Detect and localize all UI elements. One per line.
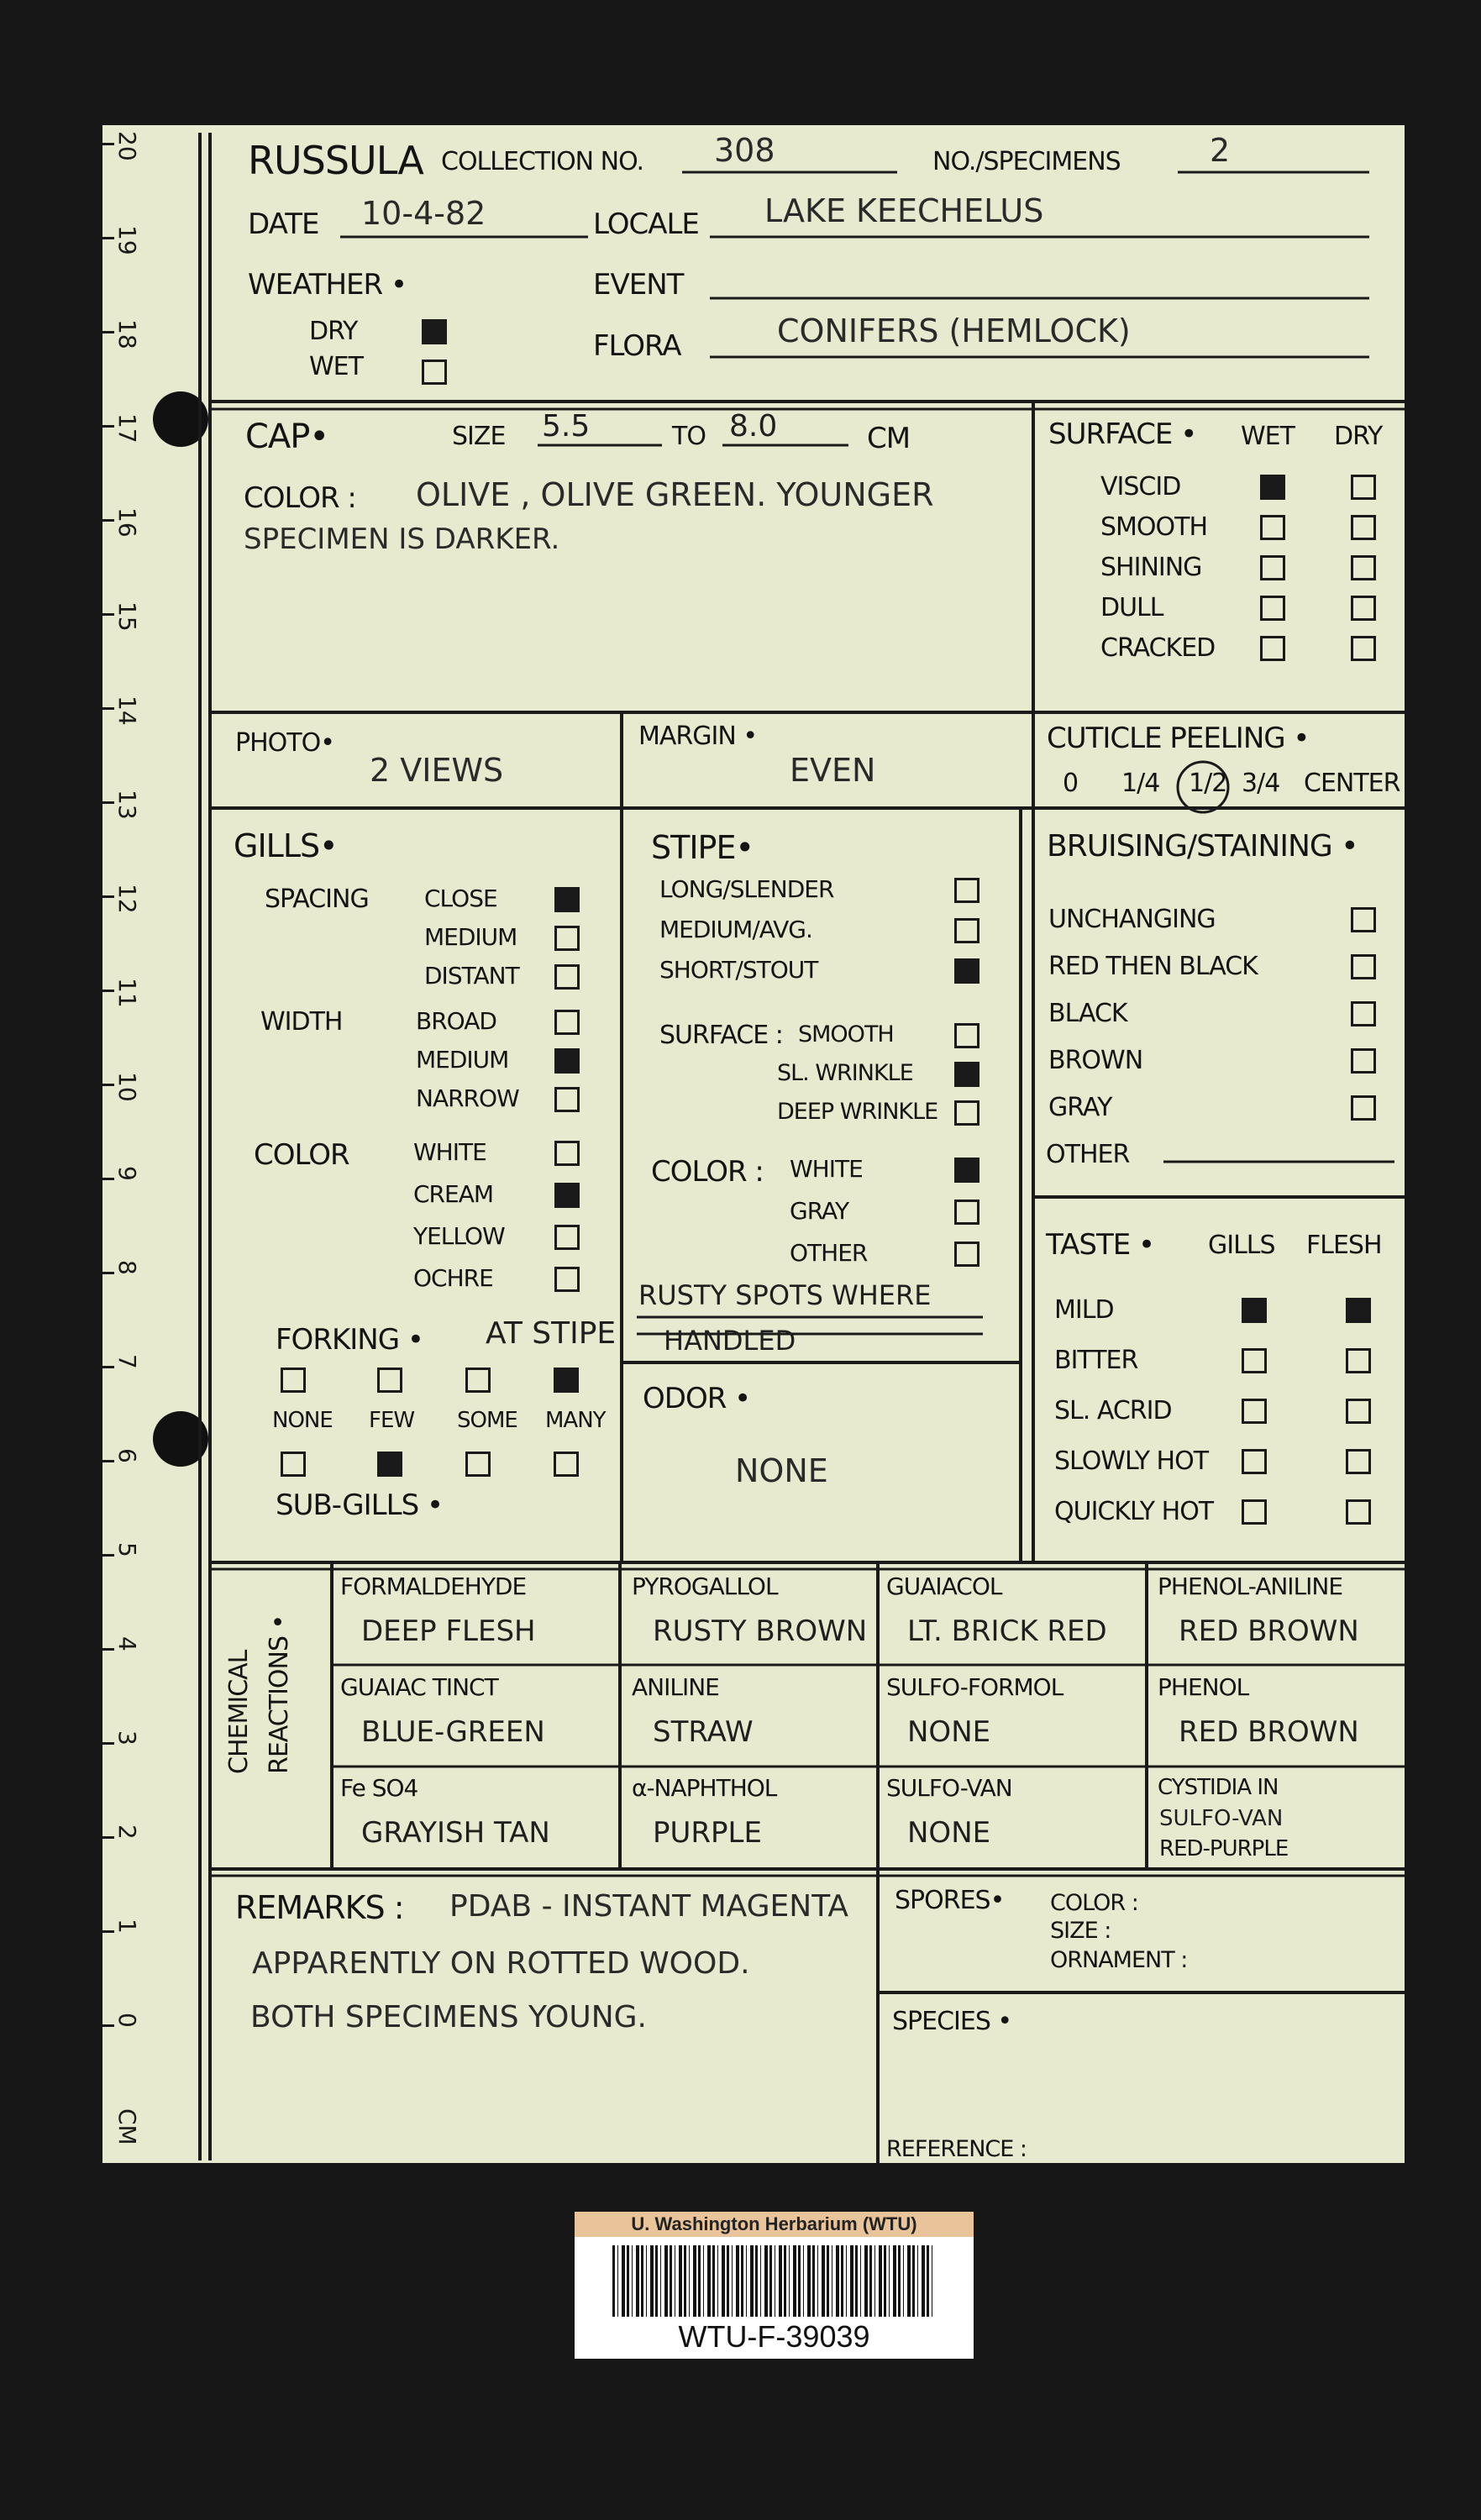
stipe-surface-checkbox[interactable] [954,1100,979,1126]
chemical-reagent: PYROGALLOL [632,1572,778,1600]
ruler-tick [102,1272,114,1274]
ruler-number: 6 [113,1448,141,1463]
gills-spacing-checkbox[interactable] [554,926,580,951]
stipe-surface-checkbox[interactable] [954,1062,979,1087]
ruler-tick [102,2024,114,2027]
spores-ornament: ORNAMENT : [1050,1947,1188,1973]
gills-width-checkbox[interactable] [554,1010,580,1035]
collection-no-value: 308 [714,132,775,169]
gills-color-option: CREAM [413,1180,494,1208]
cystidia-line3: RED-PURPLE [1159,1836,1289,1861]
ruler-tick [102,613,114,616]
stipe-surface-checkbox[interactable] [954,1023,979,1048]
collection-no-label: COLLECTION NO. [441,147,644,176]
gills-color-option: WHITE [413,1138,486,1166]
ruler-number: 20 [113,131,141,161]
forking-option: SOME [457,1408,517,1433]
cap-color-label: COLOR : [244,481,356,515]
odor-value: NONE [735,1452,828,1489]
ruler-number: 13 [113,790,141,820]
surface-row-label: VISCID [1100,472,1181,501]
spores-size: SIZE : [1050,1918,1111,1944]
chemical-result: DEEP FLESH [361,1614,536,1648]
chemical-reagent: PHENOL-ANILINE [1158,1572,1343,1600]
stipe-surface-option: SL. WRINKLE [777,1060,913,1086]
odor-label: ODOR • [643,1382,751,1415]
ruler-tick [102,1554,114,1557]
gills-spacing-option: MEDIUM [424,923,517,951]
spores-label: SPORES• [895,1886,1005,1915]
ruler-number: 1 [113,1919,141,1934]
wet-label: WET [309,352,363,381]
cap-to-label: TO [672,422,706,451]
cuticle-option: CENTER [1304,769,1400,798]
forking-option: NONE [272,1408,333,1433]
bruising-label: BRUISING/STAINING • [1047,829,1358,864]
surface-row-label: SHINING [1100,553,1202,582]
chemical-reagent: Fe SO4 [340,1774,418,1802]
ruler-tick [102,1648,114,1651]
surface-label: SURFACE • [1048,417,1197,451]
taste-flesh-checkbox[interactable] [1346,1348,1371,1373]
chemical-reagent: SULFO-FORMOL [886,1673,1063,1701]
surface-row-label: DULL [1100,593,1163,622]
surface-row-label: CRACKED [1100,633,1216,663]
subgills-checkbox[interactable] [465,1452,491,1477]
locale-label: LOCALE [593,207,699,241]
chemical-reagent: ANILINE [632,1673,719,1701]
ruler-number: 8 [113,1260,141,1275]
ruler-number: 5 [113,1542,141,1557]
stipe-surface-option: DEEP WRINKLE [777,1099,938,1125]
ruler-tick [102,1084,114,1086]
margin-label: MARGIN • [638,722,758,751]
gills-width-checkbox[interactable] [554,1087,580,1112]
stipe-color-checkbox[interactable] [954,1158,979,1183]
bruising-other-label: OTHER [1046,1140,1130,1169]
chemical-reagent: CYSTIDIA IN [1158,1775,1279,1800]
flora-label: FLORA [593,329,681,363]
forking-checkbox[interactable] [465,1368,491,1393]
chemical-result: RED BROWN [1179,1614,1359,1648]
forking-note: AT STIPE [486,1316,617,1351]
chemical-result: STRAW [653,1715,754,1749]
cuticle-option: 1/4 [1121,769,1160,798]
weather-wet-checkbox[interactable] [422,360,447,385]
locale-value: LAKE KEECHELUS [764,192,1044,229]
stipe-shape-option: MEDIUM/AVG. [659,916,812,943]
chemical-result: NONE [907,1715,991,1749]
stipe-shape-option: SHORT/STOUT [659,956,818,984]
gills-label: GILLS• [234,827,338,864]
gills-spacing-label: SPACING [265,885,369,914]
ruler-tick [102,1366,114,1368]
gills-color-checkbox[interactable] [554,1141,580,1166]
species-label: SPECIES • [892,2007,1012,2036]
surface-dry-checkbox[interactable] [1351,475,1376,500]
taste-gills-checkbox[interactable] [1242,1499,1267,1525]
ruler-number: 16 [113,507,141,538]
taste-option: MILD [1054,1295,1114,1325]
stipe-shape-checkbox[interactable] [954,958,979,984]
dry-label: DRY [309,317,358,346]
surface-dry-header: DRY [1334,422,1383,451]
ruler-tick [102,801,114,804]
chemical-reagent: α-NAPHTHOL [632,1774,777,1802]
ruler-tick [102,519,114,522]
cuticle-option: 0 [1063,769,1079,798]
cap-label: CAP• [245,417,329,456]
forking-checkbox[interactable] [281,1368,306,1393]
ruler-number: 9 [113,1166,141,1181]
cap-unit: CM [867,422,911,455]
subgills-checkbox[interactable] [281,1452,306,1477]
taste-option: SL. ACRID [1054,1396,1172,1425]
stipe-shape-option: LONG/SLENDER [659,875,834,903]
taste-gills-checkbox[interactable] [1242,1298,1267,1323]
forking-label: FORKING • [276,1323,423,1357]
taste-flesh-checkbox[interactable] [1346,1449,1371,1474]
bruising-option: BLACK [1048,999,1127,1028]
chemical-result: PURPLE [653,1816,762,1850]
bruising-checkbox[interactable] [1351,1095,1376,1121]
gills-width-option: MEDIUM [416,1046,509,1074]
stipe-note-line2: HANDLED [664,1325,796,1357]
chemical-result: RUSTY BROWN [653,1614,868,1648]
gills-spacing-option: DISTANT [424,962,519,990]
surface-wet-checkbox[interactable] [1260,475,1285,500]
forking-checkbox[interactable] [377,1368,402,1393]
herbarium-barcode-label [575,2212,974,2359]
stipe-color-checkbox[interactable] [954,1242,979,1267]
ruler-tick [102,895,114,898]
chemical-result: LT. BRICK RED [907,1614,1107,1648]
ruler-tick [102,1742,114,1745]
ruler-tick [102,990,114,992]
specimens-value: 2 [1210,132,1231,169]
photo-label: PHOTO• [235,728,334,758]
cuticle-label: CUTICLE PEELING • [1047,722,1310,755]
taste-option: SLOWLY HOT [1054,1446,1209,1476]
ruler-number: 18 [113,319,141,349]
bruising-checkbox[interactable] [1351,907,1376,932]
bruising-checkbox[interactable] [1351,1001,1376,1026]
forking-option: MANY [545,1408,606,1433]
ruler-unit: CM [113,2108,141,2145]
ruler-number: 11 [113,978,141,1008]
gills-width-option: BROAD [416,1007,496,1035]
bruising-option: BROWN [1048,1046,1143,1075]
gills-spacing-option: CLOSE [424,885,497,912]
ruler-number: 19 [113,225,141,255]
bruising-option: GRAY [1048,1093,1112,1122]
chemical-reagent: FORMALDEHYDE [340,1572,527,1600]
taste-option: QUICKLY HOT [1054,1497,1214,1526]
taste-gills-checkbox[interactable] [1242,1348,1267,1373]
stipe-color-checkbox[interactable] [954,1200,979,1225]
taste-flesh-checkbox[interactable] [1346,1399,1371,1424]
gills-width-label: WIDTH [260,1007,343,1037]
gills-color-checkbox[interactable] [554,1267,580,1292]
ruler-tick [102,1930,114,1933]
stipe-color-option: GRAY [790,1197,849,1225]
event-label: EVENT [593,268,684,302]
ruler-number: 14 [113,696,141,726]
taste-flesh-checkbox[interactable] [1346,1499,1371,1525]
surface-wet-checkbox[interactable] [1260,596,1285,621]
taste-flesh-checkbox[interactable] [1346,1298,1371,1323]
stipe-shape-checkbox[interactable] [954,878,979,903]
chemical-result: NONE [907,1816,991,1850]
date-value: 10-4-82 [361,195,486,232]
chemical-reagent: SULFO-VAN [886,1774,1012,1802]
gills-color-option: OCHRE [413,1264,493,1292]
taste-gills-header: GILLS [1208,1231,1275,1260]
herbarium-institution: U. Washington Herbarium (WTU) [575,2212,974,2237]
cuticle-option: 3/4 [1242,769,1280,798]
taste-label: TASTE • [1046,1228,1155,1262]
margin-value: EVEN [790,752,876,789]
ruler-tick [102,237,114,239]
reference-label: REFERENCE : [886,2136,1027,2162]
remarks-line3: BOTH SPECIMENS YOUNG. [250,2000,647,2034]
stipe-color-option: WHITE [790,1155,863,1183]
chemical-reagent: PHENOL [1158,1673,1249,1701]
stipe-label: STIPE• [651,829,754,866]
date-label: DATE [248,207,319,241]
taste-flesh-header: FLESH [1306,1231,1382,1260]
barcode [612,2245,936,2317]
flora-value: CONIFERS (HEMLOCK) [777,312,1131,349]
ruler-tick [102,425,114,428]
ruler-number: 15 [113,601,141,632]
cap-size-max: 8.0 [729,409,778,444]
cap-size-label: SIZE [452,422,506,451]
cap-color-line1: OLIVE , OLIVE GREEN. YOUNGER [416,476,934,513]
surface-dry-checkbox[interactable] [1351,555,1376,580]
stipe-surface-option: SMOOTH [798,1021,894,1047]
surface-wet-checkbox[interactable] [1260,555,1285,580]
weather-label: WEATHER • [248,268,407,302]
ruler-number: 7 [113,1354,141,1369]
surface-wet-header: WET [1241,422,1295,451]
specimens-label: NO./SPECIMENS [932,147,1121,176]
bruising-option: RED THEN BLACK [1048,952,1258,981]
gills-width-option: NARROW [416,1084,519,1112]
ruler-tick [102,143,114,145]
taste-gills-checkbox[interactable] [1242,1449,1267,1474]
weather-dry-checkbox[interactable] [422,319,447,344]
subgills-checkbox[interactable] [554,1452,579,1477]
taste-gills-checkbox[interactable] [1242,1399,1267,1424]
bruising-option: UNCHANGING [1048,905,1216,934]
stipe-color-option: OTHER [790,1239,868,1267]
gills-spacing-checkbox[interactable] [554,887,580,912]
ruler-number: 0 [113,2013,141,2028]
cap-size-min: 5.5 [542,409,591,444]
gills-color-checkbox[interactable] [554,1225,580,1250]
ruler-number: 4 [113,1636,141,1651]
gills-width-checkbox[interactable] [554,1048,580,1074]
stipe-color-label: COLOR : [651,1155,764,1189]
chemical-result: BLUE-GREEN [361,1715,545,1749]
chemical-label-line2: REACTIONS • [265,1614,294,1774]
chemical-result: SULFO-VAN [1159,1806,1284,1831]
chemical-result: RED BROWN [1179,1715,1359,1749]
accession-number: WTU-F-39039 [678,2319,870,2354]
stipe-surface-label: SURFACE : [659,1021,783,1050]
surface-dry-checkbox[interactable] [1351,636,1376,661]
subgills-label: SUB-GILLS • [276,1488,444,1522]
surface-wet-checkbox[interactable] [1260,515,1285,540]
chemical-reagent: GUAIAC TINCT [340,1673,498,1701]
gills-color-label: COLOR [254,1138,349,1172]
subgills-checkbox[interactable] [377,1452,402,1477]
taste-option: BITTER [1054,1346,1138,1375]
ruler-number: 10 [113,1072,141,1102]
chemical-reagent: GUAIACOL [886,1572,1002,1600]
bruising-checkbox[interactable] [1351,954,1376,979]
gills-spacing-checkbox[interactable] [554,964,580,990]
surface-wet-checkbox[interactable] [1260,636,1285,661]
ruler-number: 3 [113,1730,141,1746]
ruler-tick [102,707,114,710]
remarks-line1: PDAB - INSTANT MAGENTA [449,1889,849,1924]
remarks-line2: APPARENTLY ON ROTTED WOOD. [252,1946,750,1981]
ruler-tick [102,1836,114,1839]
ruler-number: 12 [113,884,141,914]
gills-color-checkbox[interactable] [554,1183,580,1208]
surface-row-label: SMOOTH [1100,512,1208,542]
surface-dry-checkbox[interactable] [1351,515,1376,540]
ruler-tick [102,1460,114,1462]
stipe-shape-checkbox[interactable] [954,918,979,943]
forking-checkbox[interactable] [554,1368,579,1393]
remarks-label: REMARKS : [235,1889,404,1926]
genus-title: RUSSULA [248,138,423,183]
gills-color-option: YELLOW [413,1222,505,1250]
ruler-tick [102,1178,114,1180]
spores-color: COLOR : [1050,1890,1138,1916]
chemical-label-line1: CHEMICAL [224,1650,254,1774]
photo-value: 2 VIEWS [370,752,504,789]
ruler-number: 17 [113,413,141,444]
ruler-number: 2 [113,1824,141,1840]
cap-color-line2: SPECIMEN IS DARKER. [244,522,560,556]
chemical-result: GRAYISH TAN [361,1816,550,1850]
bruising-checkbox[interactable] [1351,1048,1376,1074]
stipe-note-line1: RUSTY SPOTS WHERE [638,1279,932,1311]
surface-dry-checkbox[interactable] [1351,596,1376,621]
cuticle-option: 1/2 [1189,769,1227,798]
ruler-tick [102,331,114,333]
forking-option: FEW [369,1408,415,1433]
